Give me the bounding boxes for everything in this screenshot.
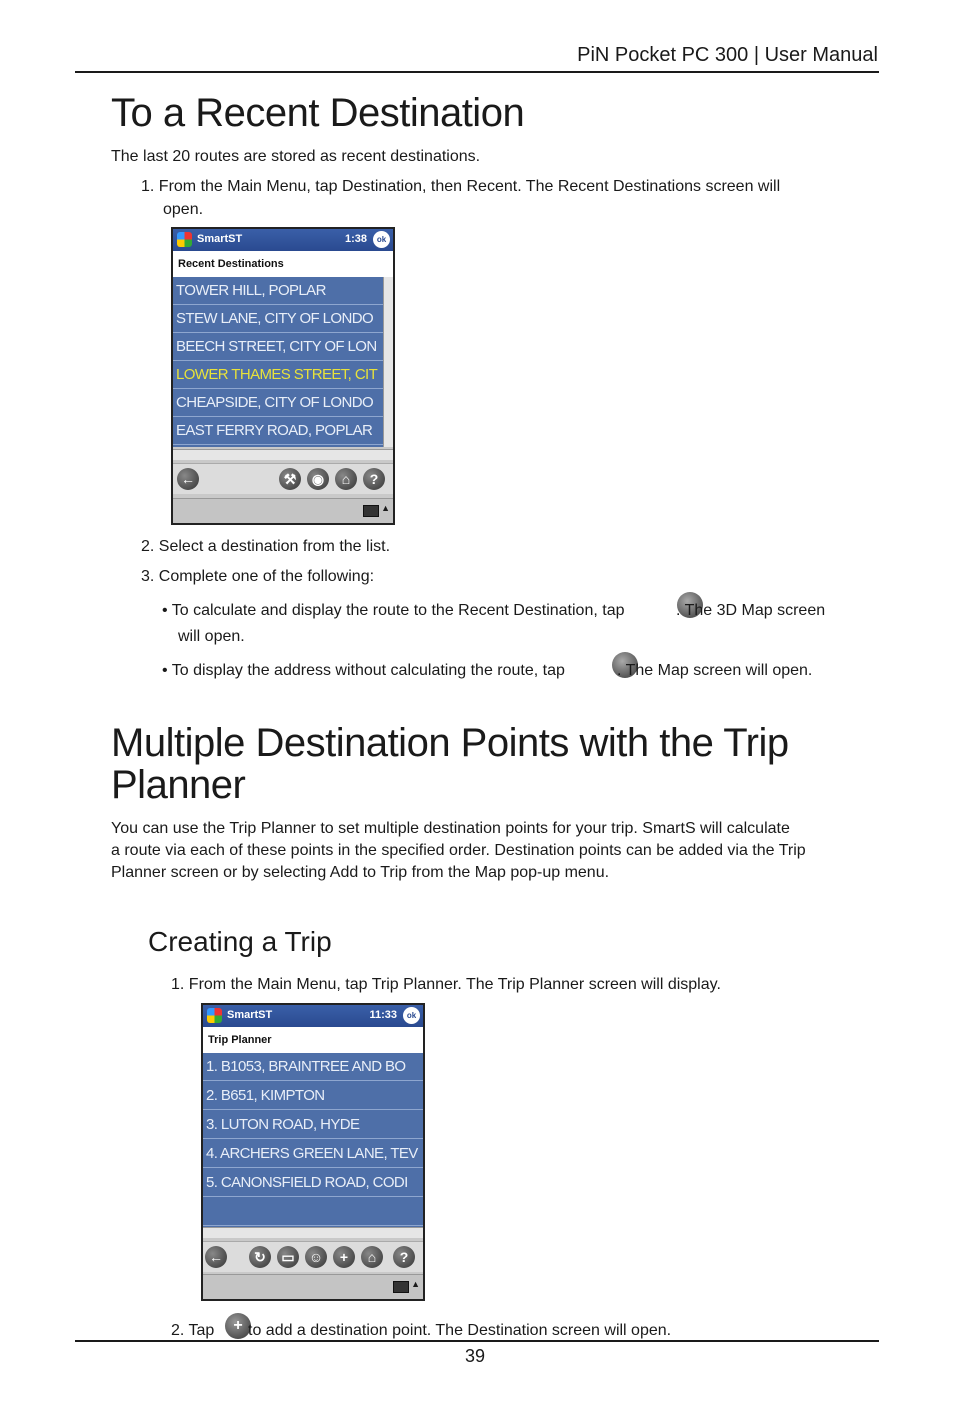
list-item: BEECH STREET, CITY OF LON [173,333,383,361]
pda-title-bar [203,1005,423,1027]
clock: 1:38 [344,233,367,245]
help-icon: ? [363,468,385,490]
save-icon: ▭ [277,1246,299,1268]
ok-button: ok [373,231,390,248]
trip-list [203,1053,423,1227]
vertical-scrollbar [383,277,394,447]
recent-destinations-screenshot [171,227,395,525]
eye-icon: ◉ [307,468,329,490]
windows-start-icon [207,1008,222,1023]
horizontal-scrollbar [203,1227,423,1238]
pda-toolbar [173,463,393,494]
horizontal-scrollbar [173,449,393,460]
back-arrow-icon: ← [177,468,199,490]
step-2: 2. Select a destination from the list. [141,538,391,555]
person-icon: ☺ [305,1246,327,1268]
keyboard-icon [393,1281,409,1293]
trip-planner-paragraph-line-2: a route via each of these points in the specified order. Destination points can be added via the Trip [111,842,806,859]
header-rule [75,71,879,73]
trip-planner-screenshot [201,1003,425,1301]
list-item: STEW LANE, CITY OF LONDO [173,305,383,333]
section-title-recent-destination: To a Recent Destination [111,91,525,135]
add-icon: + [225,1313,251,1339]
list-item-empty [203,1198,423,1226]
destination-list [173,277,383,447]
caret-up-icon: ▲ [381,503,390,513]
list-item: 3. LUTON ROAD, HYDE [203,1111,423,1139]
trip-planner-paragraph-line-3: Planner screen or by selecting Add to Trip from the Map pop-up menu. [111,864,610,881]
creating-trip-step-1: 1. From the Main Menu, tap Trip Planner. The Trip Planner screen will display. [171,976,721,993]
list-item-selected: LOWER THAMES STREET, CIT [173,361,383,389]
ok-button: ok [403,1007,420,1024]
keyboard-icon [363,505,379,517]
screen-subtitle: Trip Planner [203,1027,423,1053]
list-item: CHEAPSIDE, CITY OF LONDO [173,389,383,417]
bullet-1-end: . The 3D Map screen [676,602,826,619]
add-icon: + [333,1246,355,1268]
running-header: PiN Pocket PC 300 | User Manual [577,44,878,66]
pda-status-bar [203,1274,423,1299]
pda-toolbar [203,1241,423,1272]
pda-status-bar [173,498,393,523]
list-item: 1. B1053, BRAINTREE AND BO [203,1053,423,1081]
section-title-trip-planner-line-1: Multiple Destination Points with the Trip [111,721,789,765]
caret-up-icon: ▲ [411,1279,420,1289]
subsection-title-creating-a-trip: Creating a Trip [148,926,332,957]
bullet-2-start: • To display the address without calculating the route, tap [162,662,565,679]
bullet-1-start: • To calculate and display the route to the Recent Destination, tap [162,602,625,619]
list-item: TOWER HILL, POPLAR [173,277,383,305]
intro-paragraph: The last 20 routes are stored as recent destinations. [111,148,481,165]
creating-trip-step-2-end: to add a destination point. The Destination screen will open. [248,1322,672,1339]
wrench-icon: ⚒ [279,468,301,490]
step-3: 3. Complete one of the following: [141,568,375,585]
trip-planner-paragraph-line-1: You can use the Trip Planner to set multiple destination points for your trip. SmartS will calculate [111,820,790,837]
bullet-2-end: . The Map screen will open. [617,662,813,679]
clock: 11:33 [369,1009,397,1021]
list-item: 4. ARCHERS GREEN LANE, TEV [203,1140,423,1168]
list-item: EAST FERRY ROAD, POPLAR [173,417,383,445]
step-1-line-1: 1. From the Main Menu, tap Destination, then Recent. The Recent Destinations screen will [141,178,781,195]
3d-map-icon: ⌂ [335,468,357,490]
footer-rule [75,1340,879,1342]
windows-start-icon [177,232,192,247]
creating-trip-step-2-start: 2. Tap [171,1322,215,1339]
rotate-icon: ↻ [249,1246,271,1268]
bullet-1-continued: will open. [178,628,245,645]
list-item: 5. CANONSFIELD ROAD, CODI [203,1169,423,1197]
back-arrow-icon: ← [205,1246,227,1268]
page-number: 39 [465,1346,486,1366]
step-1-line-2: open. [163,201,204,218]
app-name: SmartST [197,233,243,245]
pda-title-bar [173,229,393,251]
3d-map-icon: ⌂ [361,1246,383,1268]
screen-subtitle: Recent Destinations [173,251,393,277]
list-item: 2. B651, KIMPTON [203,1082,423,1110]
help-icon: ? [393,1246,415,1268]
section-title-trip-planner-line-2: Planner [111,763,246,807]
app-name: SmartST [227,1009,273,1021]
